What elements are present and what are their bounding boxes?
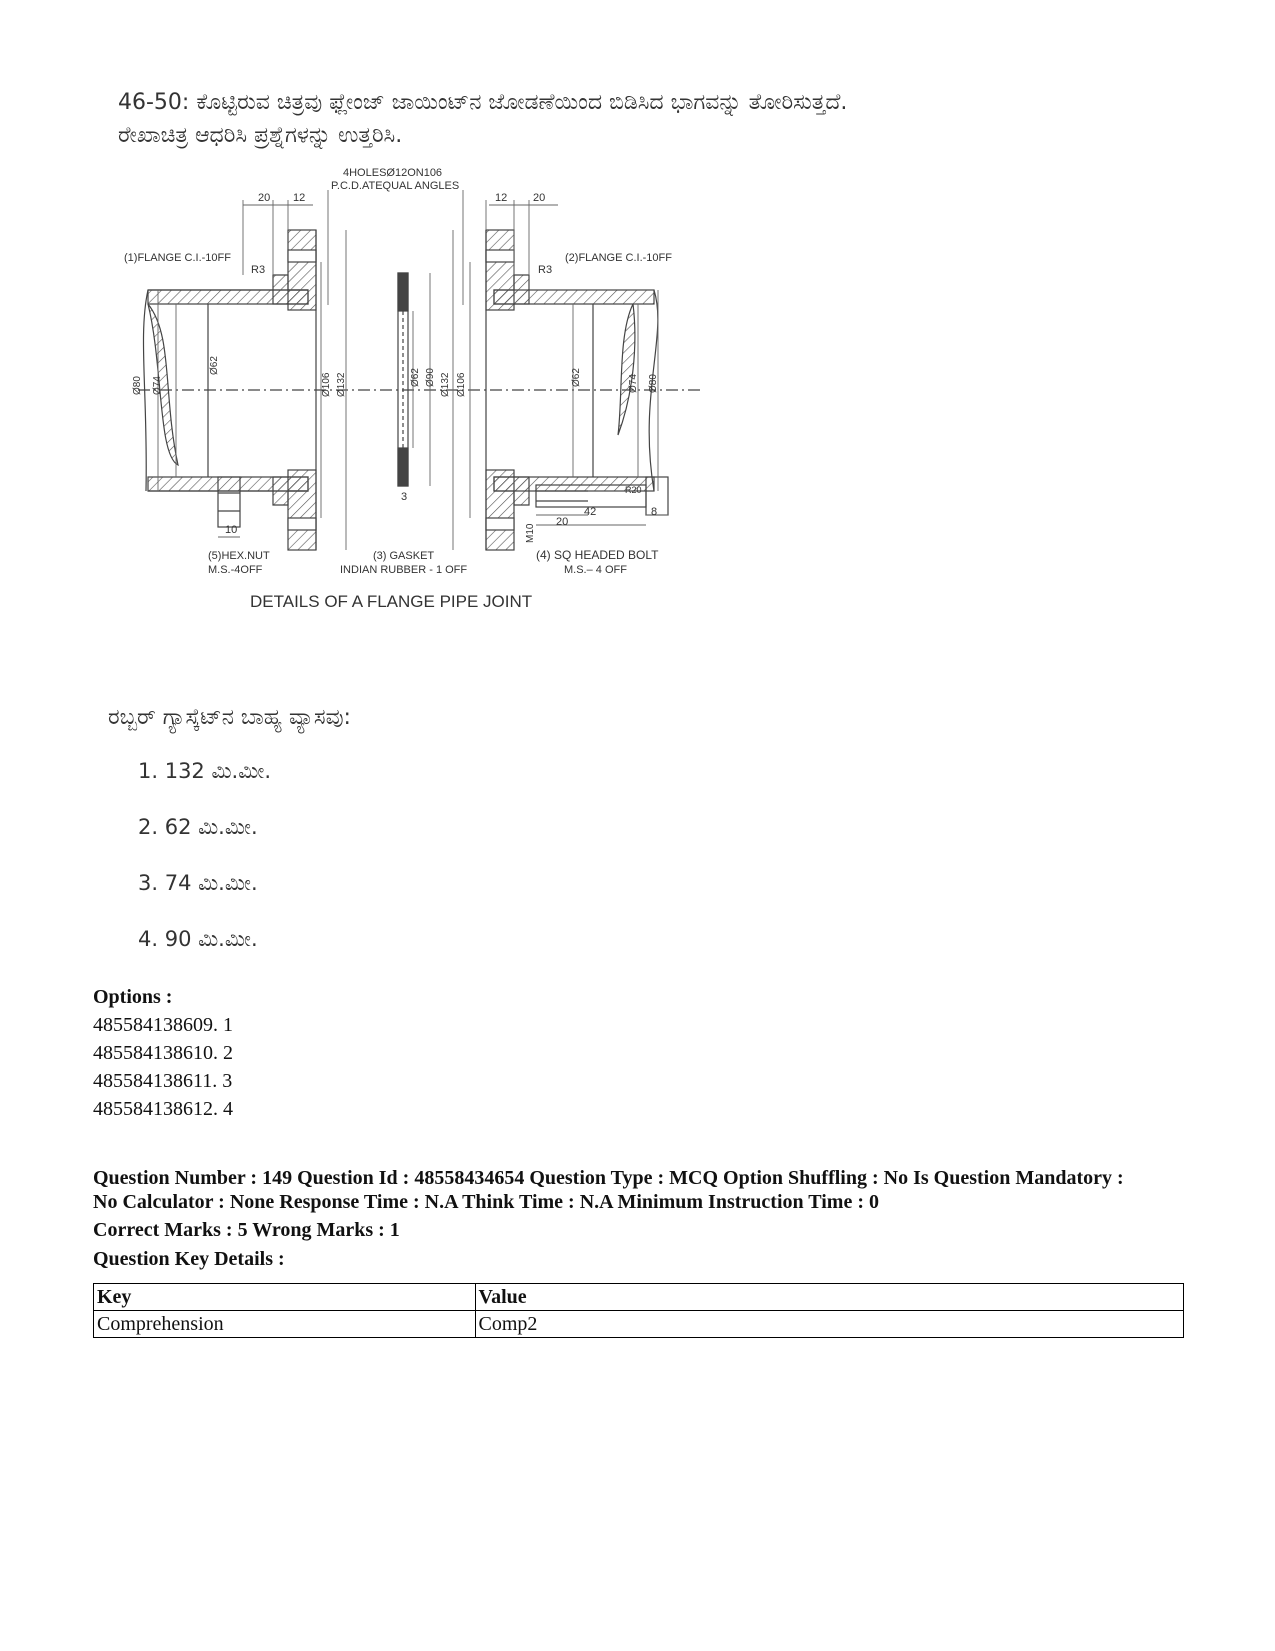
dim-phi62-right: Ø62 xyxy=(571,368,582,387)
option-item-2: 485584138610. 2 xyxy=(93,1042,233,1064)
header-value: Value xyxy=(475,1284,1184,1311)
part-2-label: (2)FLANGE C.I.-10FF xyxy=(565,252,672,264)
dim-phi132-left: Ø132 xyxy=(336,372,347,397)
dim-12-left: 12 xyxy=(293,192,306,204)
part-3-label-a: (3) GASKET xyxy=(373,550,435,562)
dim-r20: R20 xyxy=(625,485,642,495)
table-row xyxy=(94,1311,1184,1338)
part-3-label-b: INDIAN RUBBER - 1 OFF xyxy=(340,564,468,576)
dim-m10: M10 xyxy=(525,523,536,543)
cell-value: Comp2 xyxy=(475,1311,1184,1338)
part-5-label-b: M.S.-4OFF xyxy=(208,564,263,576)
dim-20-left: 20 xyxy=(258,192,271,204)
dim-20-bolt: 20 xyxy=(556,516,569,528)
dim-3: 3 xyxy=(401,491,408,503)
table-header-row xyxy=(94,1284,1184,1311)
dim-phi90-gasket: Ø90 xyxy=(425,368,436,387)
comprehension-intro xyxy=(118,86,1178,152)
dim-20-right: 20 xyxy=(533,192,546,204)
option-item-3: 485584138611. 3 xyxy=(93,1070,233,1092)
drawing-title: DETAILS OF A FLANGE PIPE JOINT xyxy=(250,592,533,611)
option-item-1: 485584138609. 1 xyxy=(93,1014,233,1036)
dim-8: 8 xyxy=(651,506,658,518)
header-key: Key xyxy=(94,1284,476,1311)
dim-phi62-gasket: Ø62 xyxy=(410,368,421,387)
meta-line-1: Question Number : 149 Question Id : 48558434654 Question Type : MCQ Option Shuffling : No Is Question Mandatory : xyxy=(93,1167,1124,1189)
flange-joint-drawing xyxy=(118,165,718,645)
dim-phi62-left: Ø62 xyxy=(209,356,220,375)
options-heading: Options : xyxy=(93,986,173,1008)
dim-phi132-gasket: Ø132 xyxy=(440,372,451,397)
choice-4: 4. 90 ಮಿ.ಮೀ. xyxy=(138,927,258,951)
dim-phi74-right: Ø74 xyxy=(628,374,639,393)
holes-note-2: P.C.D.ATEQUAL ANGLES xyxy=(331,180,460,192)
question-stem: ರಬ್ಬರ್ ಗ್ಯಾಸ್ಕೆಟ್‌ನ ಬಾಹ್ಯ ವ್ಯಾಸವು: xyxy=(108,705,351,730)
r3-right: R3 xyxy=(538,264,553,276)
choice-3: 3. 74 ಮಿ.ಮೀ. xyxy=(138,871,258,895)
intro-line-2: ರೇಖಾಚಿತ್ರ ಆಧರಿಸಿ ಪ್ರಶ್ನೆಗಳನ್ನು ಉತ್ತರಿಸಿ. xyxy=(118,123,403,148)
dim-phi106-right: Ø106 xyxy=(456,372,467,397)
intro-line-1: 46-50: ಕೊಟ್ಟಿರುವ ಚಿತ್ರವು ಫ್ಲೇಂಜ್ ಜಾಯಿಂಟ್‌ನ ಜೋಡಣೆಯಿಂದ ಬಿಡಿಸಿದ ಭಾಗವನ್ನು ತೋರಿಸುತ್ತದೆ. xyxy=(118,90,848,115)
holes-note-1: 4HOLESØ12ON106 xyxy=(343,167,443,179)
marks-line: Correct Marks : 5 Wrong Marks : 1 xyxy=(93,1219,400,1241)
dim-phi74-left: Ø74 xyxy=(152,376,163,395)
part-4-label-a: (4) SQ HEADED BOLT xyxy=(536,548,659,562)
cell-key: Comprehension xyxy=(94,1311,476,1338)
question-key-table xyxy=(93,1283,1184,1338)
gasket xyxy=(398,273,408,486)
dim-phi80-left: Ø80 xyxy=(132,376,143,395)
choice-2: 2. 62 ಮಿ.ಮೀ. xyxy=(138,815,258,839)
dim-phi106-left: Ø106 xyxy=(321,372,332,397)
dim-phi80-right: Ø80 xyxy=(648,374,659,393)
dim-12-right: 12 xyxy=(495,192,508,204)
part-4-label-b: M.S.– 4 OFF xyxy=(564,564,627,576)
choice-1: 1. 132 ಮಿ.ಮೀ. xyxy=(138,759,272,783)
part-5-label-a: (5)HEX.NUT xyxy=(208,550,270,562)
dim-10: 10 xyxy=(225,524,238,536)
part-1-label: (1)FLANGE C.I.-10FF xyxy=(124,252,231,264)
key-details-heading: Question Key Details : xyxy=(93,1248,285,1270)
question-meta xyxy=(93,1166,1183,1214)
dim-42: 42 xyxy=(584,506,597,518)
flange-drawing-svg xyxy=(118,165,718,645)
option-item-4: 485584138612. 4 xyxy=(93,1098,233,1120)
meta-line-2: No Calculator : None Response Time : N.A Think Time : N.A Minimum Instruction Time : 0 xyxy=(93,1191,879,1213)
r3-left: R3 xyxy=(251,264,266,276)
